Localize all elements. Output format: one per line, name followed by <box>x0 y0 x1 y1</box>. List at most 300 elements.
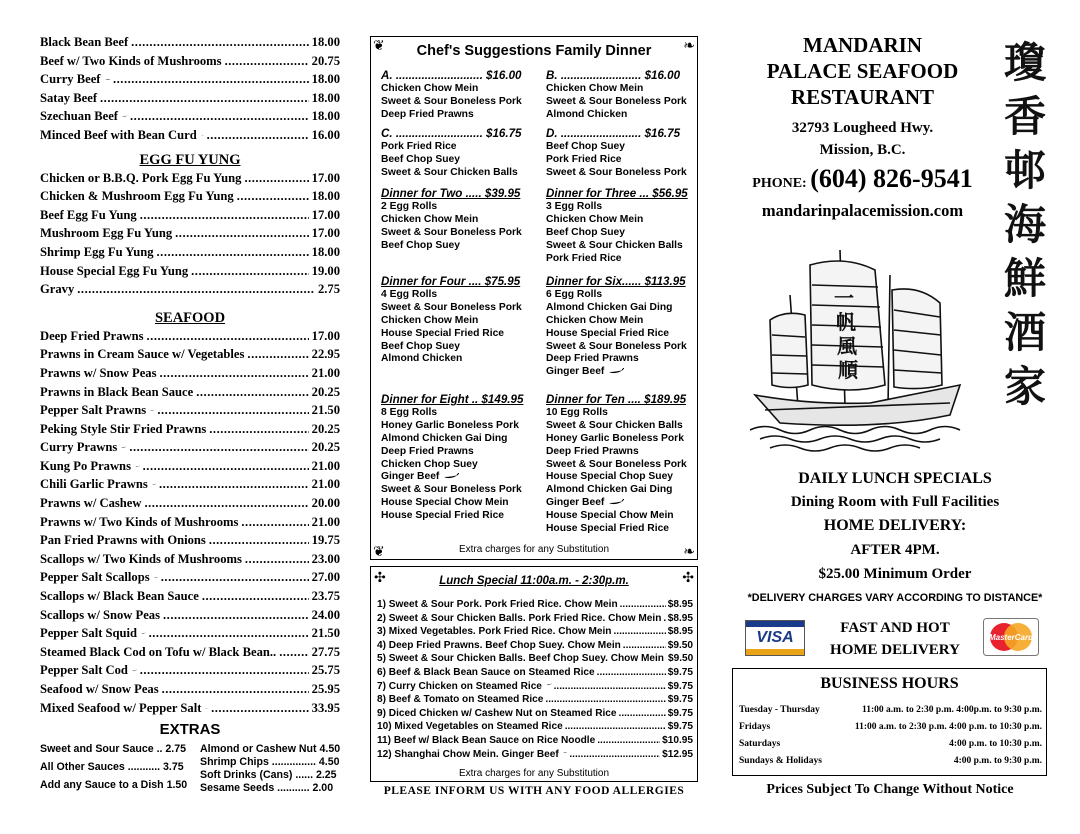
menu-item <box>40 496 340 515</box>
menu-item-name: Beef Egg Fu Yung <box>40 207 137 222</box>
group-item-name: Sweet & Sour Boneless Pork <box>546 458 687 470</box>
menu-item <box>40 189 340 208</box>
chinese-restaurant-name <box>998 36 1052 414</box>
delivery-after-time: AFTER 4PM. <box>850 542 940 558</box>
menu-item <box>40 645 340 664</box>
group-item <box>546 109 706 122</box>
lunch-special-item <box>377 721 693 735</box>
lunch-special-item <box>377 735 693 749</box>
leader-dots <box>140 663 309 678</box>
group-item-name: Chicken Chow Mein <box>546 314 644 326</box>
menu-item <box>40 109 340 128</box>
hot-pepper-icon <box>443 473 459 480</box>
hours-day: Fridays <box>739 722 771 732</box>
group-item <box>381 201 541 214</box>
group-item-name: 8 Egg Rolls <box>381 407 438 418</box>
website: mandarinpalacemission.com <box>761 201 964 220</box>
menu-item-price: 20.75 <box>311 53 340 68</box>
menu-item-price: 22.95 <box>311 347 340 362</box>
hot-pepper-icon <box>122 113 127 120</box>
menu-item-name: Prawns in Cream Sauce w/ Vegetables <box>40 347 245 362</box>
group-item <box>546 141 706 154</box>
group-item <box>546 446 706 459</box>
visa-label: VISA <box>756 629 794 646</box>
restaurant-name-line: RESTAURANT <box>790 85 935 109</box>
group-item-name: Sweet & Sour Boneless Pork <box>381 484 522 496</box>
menu-item <box>40 682 340 701</box>
menu-item-name: Beef w/ Two Kinds of Mushrooms <box>40 53 222 68</box>
menu-item-name: Minced Beef with Bean Curd <box>40 127 197 142</box>
group-item <box>546 353 706 366</box>
business-hours-title: BUSINESS HOURS <box>820 675 959 692</box>
menu-item-name: Curry Beef <box>40 72 101 87</box>
group-item <box>546 328 706 341</box>
chinese-char: 酒 <box>1003 308 1046 357</box>
group-item <box>381 315 541 328</box>
ornament-icon: ❦ <box>373 37 385 53</box>
hot-pepper-icon <box>608 368 624 375</box>
egg-fu-yung-heading: EGG FU YUNG <box>139 151 241 168</box>
seafood-heading: SEAFOOD <box>154 309 226 326</box>
hot-pepper-icon <box>132 667 137 674</box>
menu-item-price: 18.00 <box>311 35 340 49</box>
group-heading: D. ......................... $16.75 <box>546 127 681 140</box>
family-dinner-group <box>381 393 541 523</box>
group-item-name: Chicken Chow Mein <box>546 213 644 225</box>
leader-dots <box>244 171 308 186</box>
menu-item <box>40 533 340 552</box>
family-dinner-group <box>381 127 541 180</box>
menu-item-name: Szechuan Beef <box>40 109 119 124</box>
substitution-note: Extra charges for any Substitution <box>458 768 610 779</box>
group-item <box>381 302 541 315</box>
extra-item: Soft Drinks (Cans) ...... 2.25 <box>200 769 337 782</box>
menu-item-name: Prawns w/ Cashew <box>40 496 142 511</box>
group-item-name: Ginger Beef <box>546 497 605 509</box>
visa-card-icon <box>745 620 805 656</box>
leader-dots <box>113 72 309 87</box>
restaurant-name <box>730 32 995 110</box>
sail-character: 風 <box>837 334 857 358</box>
group-item-name: Almond Chicken Gai Ding <box>381 432 508 444</box>
group-item <box>546 433 706 446</box>
menu-item-name: Peking Style Stir Fried Prawns <box>40 421 207 436</box>
leader-dots <box>131 35 309 50</box>
group-item <box>381 341 541 354</box>
dining-room-info: Dining Room with Full Facilities <box>790 494 1000 510</box>
leader-dots <box>144 496 308 511</box>
hot-pepper-icon <box>105 76 111 83</box>
sail-character: 帆 <box>836 310 856 334</box>
group-item <box>381 407 541 420</box>
group-heading: Dinner for Two ..... $39.95 <box>381 187 521 200</box>
leader-dots <box>225 54 309 69</box>
menu-item-name: House Special Egg Fu Yung <box>40 263 189 278</box>
group-item-name: Almond Chicken Gai Ding <box>546 484 673 496</box>
hot-pepper-icon <box>205 705 208 712</box>
lunch-item-name: 7) Curry Chicken on Steamed Rice <box>377 680 542 692</box>
group-item <box>381 510 541 523</box>
lunch-item-price: $10.95 <box>662 735 693 746</box>
family-dinner-group <box>381 69 541 122</box>
menu-item-name: Chili Garlic Prawns <box>40 477 148 492</box>
mastercard-label: MasterCard <box>988 633 1034 642</box>
group-item-name: Deep Fried Prawns <box>381 108 474 120</box>
lunch-special-item <box>377 681 693 695</box>
group-item-name: Sweet & Sour Chicken Balls <box>546 419 683 431</box>
group-item <box>546 289 706 302</box>
beef-list <box>40 35 340 147</box>
group-heading: B. ......................... $16.00 <box>546 69 681 82</box>
leader-dots <box>157 245 309 260</box>
phone-line <box>730 164 995 194</box>
leader-dots <box>241 515 308 530</box>
menu-item-price: 21.00 <box>311 514 340 529</box>
group-item-name: Pork Fried Rice <box>546 252 622 264</box>
sail-character: 一 <box>834 286 854 310</box>
leader-dots <box>129 440 308 455</box>
menu-item-name: Gravy <box>40 282 75 297</box>
leader-dots <box>147 329 309 344</box>
menu-item <box>40 347 340 366</box>
menu-item-name: Seafood w/ Snow Peas <box>40 682 159 696</box>
group-item-name: House Special Fried Rice <box>381 510 505 522</box>
menu-item <box>40 552 340 571</box>
menu-item-price: 18.00 <box>311 90 340 105</box>
family-dinner-group <box>546 393 706 536</box>
hours-day: Saturdays <box>739 739 781 749</box>
group-heading: A. ........................... $16.00 <box>381 69 522 82</box>
lunch-special-item <box>377 613 693 627</box>
group-item <box>381 289 541 302</box>
leader-dots <box>130 109 309 124</box>
home-delivery-heading: HOME DELIVERY: <box>823 517 967 534</box>
menu-item <box>40 35 340 54</box>
menu-item-name: Curry Prawns <box>40 440 118 455</box>
lunch-item-price: $9.75 <box>667 721 693 733</box>
lunch-special-item <box>377 667 693 681</box>
menu-item <box>40 459 340 478</box>
menu-item-price: 27.00 <box>311 570 340 585</box>
hours-times: 4:00 p.m. to 9:30 p.m. <box>953 756 1042 766</box>
leader-dots <box>620 599 666 613</box>
group-item-name: Pork Fried Rice <box>381 141 457 152</box>
menu-item <box>40 663 340 682</box>
leader-dots <box>565 721 666 735</box>
menu-item-price: 18.00 <box>311 109 340 124</box>
menu-item-name: Mushroom Egg Fu Yung <box>40 226 173 241</box>
leader-dots <box>207 128 309 143</box>
group-item-name: Beef Chop Suey <box>381 340 460 352</box>
lunch-item-price: $9.75 <box>667 667 693 678</box>
chinese-char: 邨 <box>1003 146 1046 195</box>
junk-ship-illustration <box>750 225 980 460</box>
group-item <box>546 83 706 96</box>
menu-item-price: 19.75 <box>311 533 340 548</box>
group-item <box>546 484 706 497</box>
menu-item-name: Black Bean Beef <box>40 35 129 49</box>
group-item <box>546 523 706 536</box>
seafood-list <box>40 329 340 719</box>
family-dinner-group <box>546 69 706 122</box>
group-item-name: 3 Egg Rolls <box>546 201 603 212</box>
group-item <box>546 510 706 523</box>
group-item <box>381 328 541 341</box>
group-item-name: House Special Fried Rice <box>381 327 505 339</box>
leader-dots <box>597 667 666 681</box>
sail-character: 順 <box>838 358 858 382</box>
group-heading: Dinner for Eight .. $149.95 <box>381 393 524 406</box>
menu-item-name: Pepper Salt Cod <box>40 663 128 678</box>
group-item-name: Sweet & Sour Chicken Balls <box>546 239 683 251</box>
group-heading: C. ........................... $16.75 <box>381 127 522 140</box>
group-item-name: 6 Egg Rolls <box>546 289 603 300</box>
menu-item-price: 21.50 <box>311 626 340 641</box>
menu-item-name: Satay Beef <box>40 90 98 105</box>
group-item <box>381 420 541 433</box>
menu-item <box>40 589 340 608</box>
leader-dots <box>209 422 308 437</box>
lunch-item-name: 12) Shanghai Chow Mein. Ginger Beef <box>377 748 559 760</box>
group-item <box>546 167 706 180</box>
ornament-icon: ❧ <box>683 37 695 53</box>
menu-item <box>40 171 340 190</box>
group-item-name: Honey Garlic Boneless Pork <box>381 419 519 431</box>
lunch-special-item <box>377 626 693 640</box>
hours-times: 11:00 a.m. to 2:30 p.m. 4:00p.m. to 9:30 p.m. <box>862 705 1042 715</box>
group-item <box>546 253 706 266</box>
extra-item: Almond or Cashew Nut 4.50 <box>200 743 341 756</box>
group-item-name: Sweet & Sour Boneless Pork <box>381 95 522 107</box>
family-dinner-group <box>546 275 706 379</box>
substitution-note: Extra charges for any Substitution <box>458 544 610 555</box>
lunch-item-name: 1) Sweet & Sour Pork. Pork Fried Rice. Chow Mein <box>377 599 618 610</box>
leader-dots <box>162 682 309 697</box>
group-item <box>381 141 541 154</box>
lunch-item-name: 5) Sweet & Sour Chicken Balls. Beef Chop Suey. Chow Mein <box>377 653 664 665</box>
extra-item: Sweet and Sour Sauce .. 2.75 <box>40 743 187 756</box>
leader-dots <box>175 226 309 241</box>
menu-item-name: Chicken & Mushroom Egg Fu Yung <box>40 189 234 204</box>
group-item <box>546 471 706 484</box>
group-item-name: Sweet & Sour Boneless Pork <box>381 301 522 313</box>
group-item <box>381 459 541 472</box>
hot-pepper-icon <box>121 444 126 451</box>
menu-item-price: 17.00 <box>311 226 340 241</box>
menu-item-price: 19.00 <box>311 263 340 278</box>
leader-dots <box>149 626 309 641</box>
lunch-special-item <box>377 653 693 667</box>
menu-item <box>40 54 340 73</box>
menu-item-price: 20.00 <box>311 496 340 511</box>
group-item-name: Beef Chop Suey <box>546 226 625 238</box>
menu-item <box>40 422 340 441</box>
group-item-name: Chicken Chow Mein <box>381 314 479 326</box>
hot-pepper-icon <box>546 681 552 688</box>
left-menu-column <box>40 0 340 801</box>
hot-pepper-icon <box>152 481 156 488</box>
menu-item-price: 27.75 <box>311 644 340 659</box>
menu-item-price: 21.00 <box>311 365 340 380</box>
lunch-item-price: $9.50 <box>667 639 693 651</box>
extra-item: Add any Sauce to a Dish 1.50 <box>40 779 188 792</box>
lunch-item-name: 6) Beef & Black Bean Sauce on Steamed Rice <box>377 667 595 678</box>
leader-dots <box>247 347 308 362</box>
lunch-item-price: $8.95 <box>667 612 693 624</box>
lunch-item-price: $9.75 <box>667 680 693 692</box>
menu-item-name: Pepper Salt Scallops <box>40 570 150 585</box>
menu-item-name: Shrimp Egg Fu Yung <box>40 244 154 259</box>
chinese-char: 香 <box>1003 92 1046 141</box>
lunch-special-title: Lunch Special 11:00a.m. - 2:30p.m. <box>439 575 629 587</box>
chef-suggestions-box <box>370 36 698 560</box>
lunch-special-item <box>377 749 693 763</box>
group-item-name: Deep Fried Prawns <box>546 445 639 457</box>
group-item-name: Honey Garlic Boneless Pork <box>546 432 684 444</box>
leader-dots <box>209 533 309 548</box>
group-item <box>381 83 541 96</box>
group-item-name: Sweet & Sour Boneless Pork <box>546 95 687 107</box>
allergy-notice: PLEASE INFORM US WITH ANY FOOD ALLERGIES <box>383 785 685 797</box>
group-item-name: Deep Fried Prawns <box>546 353 639 365</box>
group-item <box>381 227 541 240</box>
group-item-name: Beef Chop Suey <box>381 239 460 251</box>
lunch-item-name: 10) Mixed Vegetables on Steamed Rice <box>377 721 563 733</box>
group-item <box>381 353 541 366</box>
menu-item-price: 25.75 <box>311 663 340 678</box>
group-item <box>381 109 541 122</box>
group-item <box>381 471 541 484</box>
group-item-name: Sweet & Sour Boneless Pork <box>546 166 687 178</box>
leader-dots <box>159 477 309 492</box>
group-heading: Dinner for Ten .... $189.95 <box>546 393 687 406</box>
menu-item-price: 18.00 <box>311 244 340 259</box>
delivery-charges-note: *DELIVERY CHARGES VARY ACCORDING TO DISTANCE* <box>747 592 1043 604</box>
group-item <box>546 420 706 433</box>
menu-item-price: 16.00 <box>311 127 340 142</box>
ornament-icon: ✣ <box>682 569 694 585</box>
leader-dots <box>161 570 309 585</box>
menu-item-price: 23.75 <box>311 589 340 604</box>
leader-dots <box>663 613 665 627</box>
group-item-name: 2 Egg Rolls <box>381 201 438 212</box>
menu-item <box>40 608 340 627</box>
group-item-name: House Special Fried Rice <box>546 523 670 535</box>
menu-item-name: Steamed Black Cod on Tofu w/ Black Bean.. <box>40 644 277 659</box>
group-item-name: Sweet & Sour Boneless Pork <box>546 340 687 352</box>
menu-item-price: 17.00 <box>311 207 340 222</box>
menu-item <box>40 477 340 496</box>
menu-item-name: Pepper Salt Prawns <box>40 403 147 418</box>
group-item <box>546 366 706 379</box>
group-item-name: Chicken Chow Mein <box>546 83 644 94</box>
group-item-name: 10 Egg Rolls <box>546 407 608 418</box>
leader-dots <box>202 589 309 604</box>
group-item-name: 4 Egg Rolls <box>381 289 438 300</box>
hot-pepper-icon <box>141 630 146 637</box>
group-item <box>546 302 706 315</box>
group-item-name: Ginger Beef <box>381 471 440 483</box>
family-dinner-group <box>546 127 706 180</box>
leader-dots <box>77 282 315 297</box>
group-item <box>381 433 541 446</box>
menu-item-price: 23.00 <box>311 551 340 566</box>
family-dinner-group <box>381 187 541 253</box>
extras-list <box>40 741 340 801</box>
group-item-name: Deep Fried Prawns <box>381 445 474 457</box>
group-item <box>381 484 541 497</box>
group-item <box>546 227 706 240</box>
leader-dots <box>569 749 660 763</box>
hours-day: Sundays & Holidays <box>739 756 822 766</box>
group-item-name: Sweet & Sour Chicken Balls <box>381 166 518 178</box>
menu-item <box>40 329 340 348</box>
group-item <box>546 214 706 227</box>
group-item <box>381 96 541 109</box>
group-item-name: Ginger Beef <box>546 366 605 378</box>
prices-notice: Prices Subject To Change Without Notice <box>766 782 1014 797</box>
restaurant-name-line: PALACE SEAFOOD <box>766 59 959 83</box>
menu-item-name: Chicken or B.B.Q. Pork Egg Fu Yung <box>40 170 242 185</box>
group-item-name: Chicken Chop Suey <box>381 458 478 470</box>
group-item <box>381 497 541 510</box>
leader-dots <box>211 701 309 716</box>
leader-dots <box>196 385 308 400</box>
group-item-name: Beef Chop Suey <box>546 141 625 152</box>
menu-item-price: 21.50 <box>311 403 340 418</box>
menu-item-price: 17.00 <box>311 170 340 185</box>
group-item-name: House Special Chow Mein <box>381 497 509 509</box>
phone-label: PHONE: <box>752 176 807 191</box>
business-hours-box <box>732 668 1047 776</box>
hot-pepper-icon <box>135 463 140 470</box>
chinese-char: 鮮 <box>1003 254 1046 303</box>
lunch-item-price: $8.95 <box>667 626 693 638</box>
menu-item-name: Prawns w/ Snow Peas <box>40 365 157 380</box>
ornament-icon: ❦ <box>373 543 385 559</box>
menu-item-name: Scallops w/ Two Kinds of Mushrooms <box>40 551 242 566</box>
leader-dots <box>545 694 665 708</box>
menu-item-price: 2.75 <box>317 282 340 297</box>
chinese-char: 海 <box>1003 200 1046 249</box>
leader-dots <box>623 640 666 654</box>
lunch-item-price: $9.75 <box>667 707 693 719</box>
group-item-name: Pork Fried Rice <box>546 153 622 165</box>
leader-dots <box>157 403 308 418</box>
leader-dots <box>100 91 309 106</box>
group-item <box>546 407 706 420</box>
menu-item <box>40 282 340 301</box>
hot-pepper-icon <box>150 407 154 414</box>
hot-pepper-icon <box>154 574 158 581</box>
menu-item <box>40 403 340 422</box>
group-item-name: Chicken Chow Mein <box>381 83 479 94</box>
leader-dots <box>191 264 309 279</box>
ornament-icon: ❧ <box>683 543 695 559</box>
menu-item-price: 18.00 <box>311 72 340 87</box>
menu-item-name: Scallops w/ Black Bean Sauce <box>40 589 199 604</box>
group-item <box>546 201 706 214</box>
leader-dots <box>619 708 666 722</box>
menu-item-price: 33.95 <box>311 700 340 715</box>
group-item <box>546 240 706 253</box>
leader-dots <box>140 208 309 223</box>
group-item <box>546 459 706 472</box>
hot-pepper-icon <box>563 749 568 756</box>
hours-times: 11:00 a.m. to 2:30 p.m. 4:00 p.m. to 10:30 p.m. <box>854 722 1042 732</box>
group-heading: Dinner for Six...... $113.95 <box>546 275 686 288</box>
lunch-item-name: 4) Deep Fried Prawns. Beef Chop Suey. Chow Mein <box>377 639 621 651</box>
